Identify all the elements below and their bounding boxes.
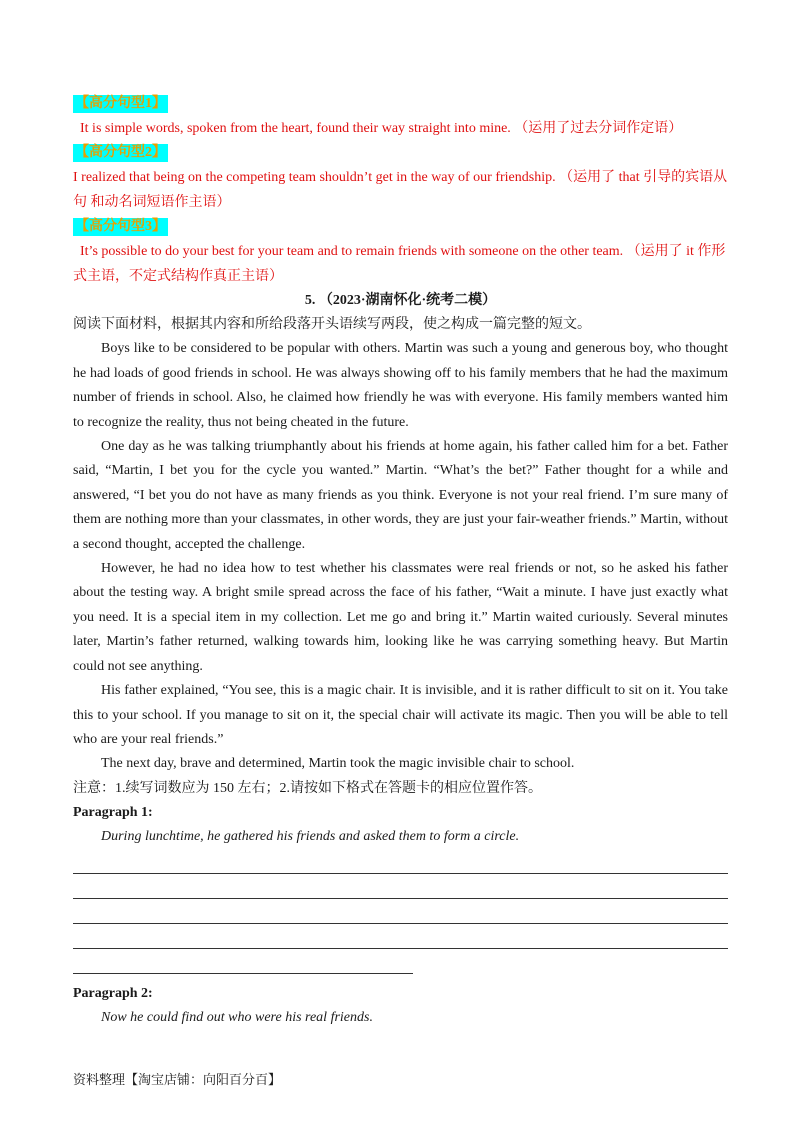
sentence-3: It’s possible to do your best for your team and to remain friends with someone on the other team. （运用了 it 作形式主语，不定式结构作真正主语） bbox=[73, 244, 726, 284]
tag-row-3 bbox=[73, 217, 728, 239]
note: 注意：1.续写词数应为 150 左右；2.请按如下格式在答题卡的相应位置作答。 bbox=[73, 780, 542, 796]
tag-row-1 bbox=[73, 94, 728, 116]
instruction: 阅读下面材料，根据其内容和所给段落开头语续写两段，使之构成一篇完整的短文。 bbox=[73, 317, 591, 332]
story-paragraph: However, he had no idea how to test whether his classmates were real friends or not, so he asked his father about the testing way. A bright smile spread across the face of his father, “Wait a minute. I have just exactly what you need. It is a special item in my collection. Let me go and bring it.” Martin waited curiously. Several minutes later, Martin’s father returned, walking towards him, looking like he was carrying something heavy. But Martin could not see anything. bbox=[73, 561, 728, 674]
tag-highlight: 【高分句型2】 bbox=[75, 145, 166, 160]
story-paragraph: His father explained, “You see, this is a magic chair. It is invisible, and it is rather difficult to sit on it. You take this to your school. If you manage to sit on it, the special chair will activate its magic. Then you will be able to tell who are your real friends.” bbox=[73, 683, 728, 747]
answer-line[interactable] bbox=[73, 849, 728, 874]
paragraph-2-start: Now he could find out who were his real friends. bbox=[101, 1010, 373, 1026]
answer-line[interactable] bbox=[73, 924, 728, 949]
paragraph-2-label: Paragraph 2: bbox=[73, 986, 153, 1002]
story-paragraph: One day as he was talking triumphantly about his friends at home again, his father called him for a bet. Father said, “Martin, I bet you for the cycle you wanted.” Martin. “What’s the bet?” Father thought for a while and answered, “I bet you do not have as many friends as you think. Everyone is not your real friend. I’m sure many of them are nothing more than your classmates, in other words, they are just your fair-weather friends.” Martin, without a second thought, accepted the challenge. bbox=[73, 439, 728, 552]
paragraph-1-label: Paragraph 1: bbox=[73, 805, 153, 821]
tag-highlight: 【高分句型3】 bbox=[75, 219, 166, 234]
tag-highlight: 【高分句型1】 bbox=[75, 96, 166, 111]
tag-row-2 bbox=[73, 143, 728, 165]
sentence-1: It is simple words, spoken from the heart, found their way straight into mine. （运用了过去分词作定语） bbox=[80, 121, 683, 136]
footer: 资料整理【淘宝店铺：向阳百分百】 bbox=[73, 1072, 282, 1087]
answer-line[interactable] bbox=[73, 874, 728, 899]
question-heading: 5. （2023·湖南怀化·统考二模） bbox=[304, 293, 497, 308]
paragraph-1-start: During lunchtime, he gathered his friends and asked them to form a circle. bbox=[101, 829, 520, 845]
document-body bbox=[73, 92, 728, 1030]
sentence-2: I realized that being on the competing team shouldn’t get in the way of our friendship. （运用了 that 引导的宾语从句 和动名词短语作主语） bbox=[73, 170, 728, 210]
story-paragraph: The next day, brave and determined, Martin took the magic invisible chair to school. bbox=[101, 756, 575, 772]
story-paragraph: Boys like to be considered to be popular with others. Martin was such a young and generous boy, who thought he had loads of good friends in school. He was always showing off to his family members that he had the maximum number of friends in school. Also, he claimed how friendly he was with everyone. His family members wanted him to recognize the reality, thus not being cheated in the future. bbox=[73, 341, 728, 430]
answer-line[interactable] bbox=[73, 949, 413, 974]
answer-line[interactable] bbox=[73, 899, 728, 924]
